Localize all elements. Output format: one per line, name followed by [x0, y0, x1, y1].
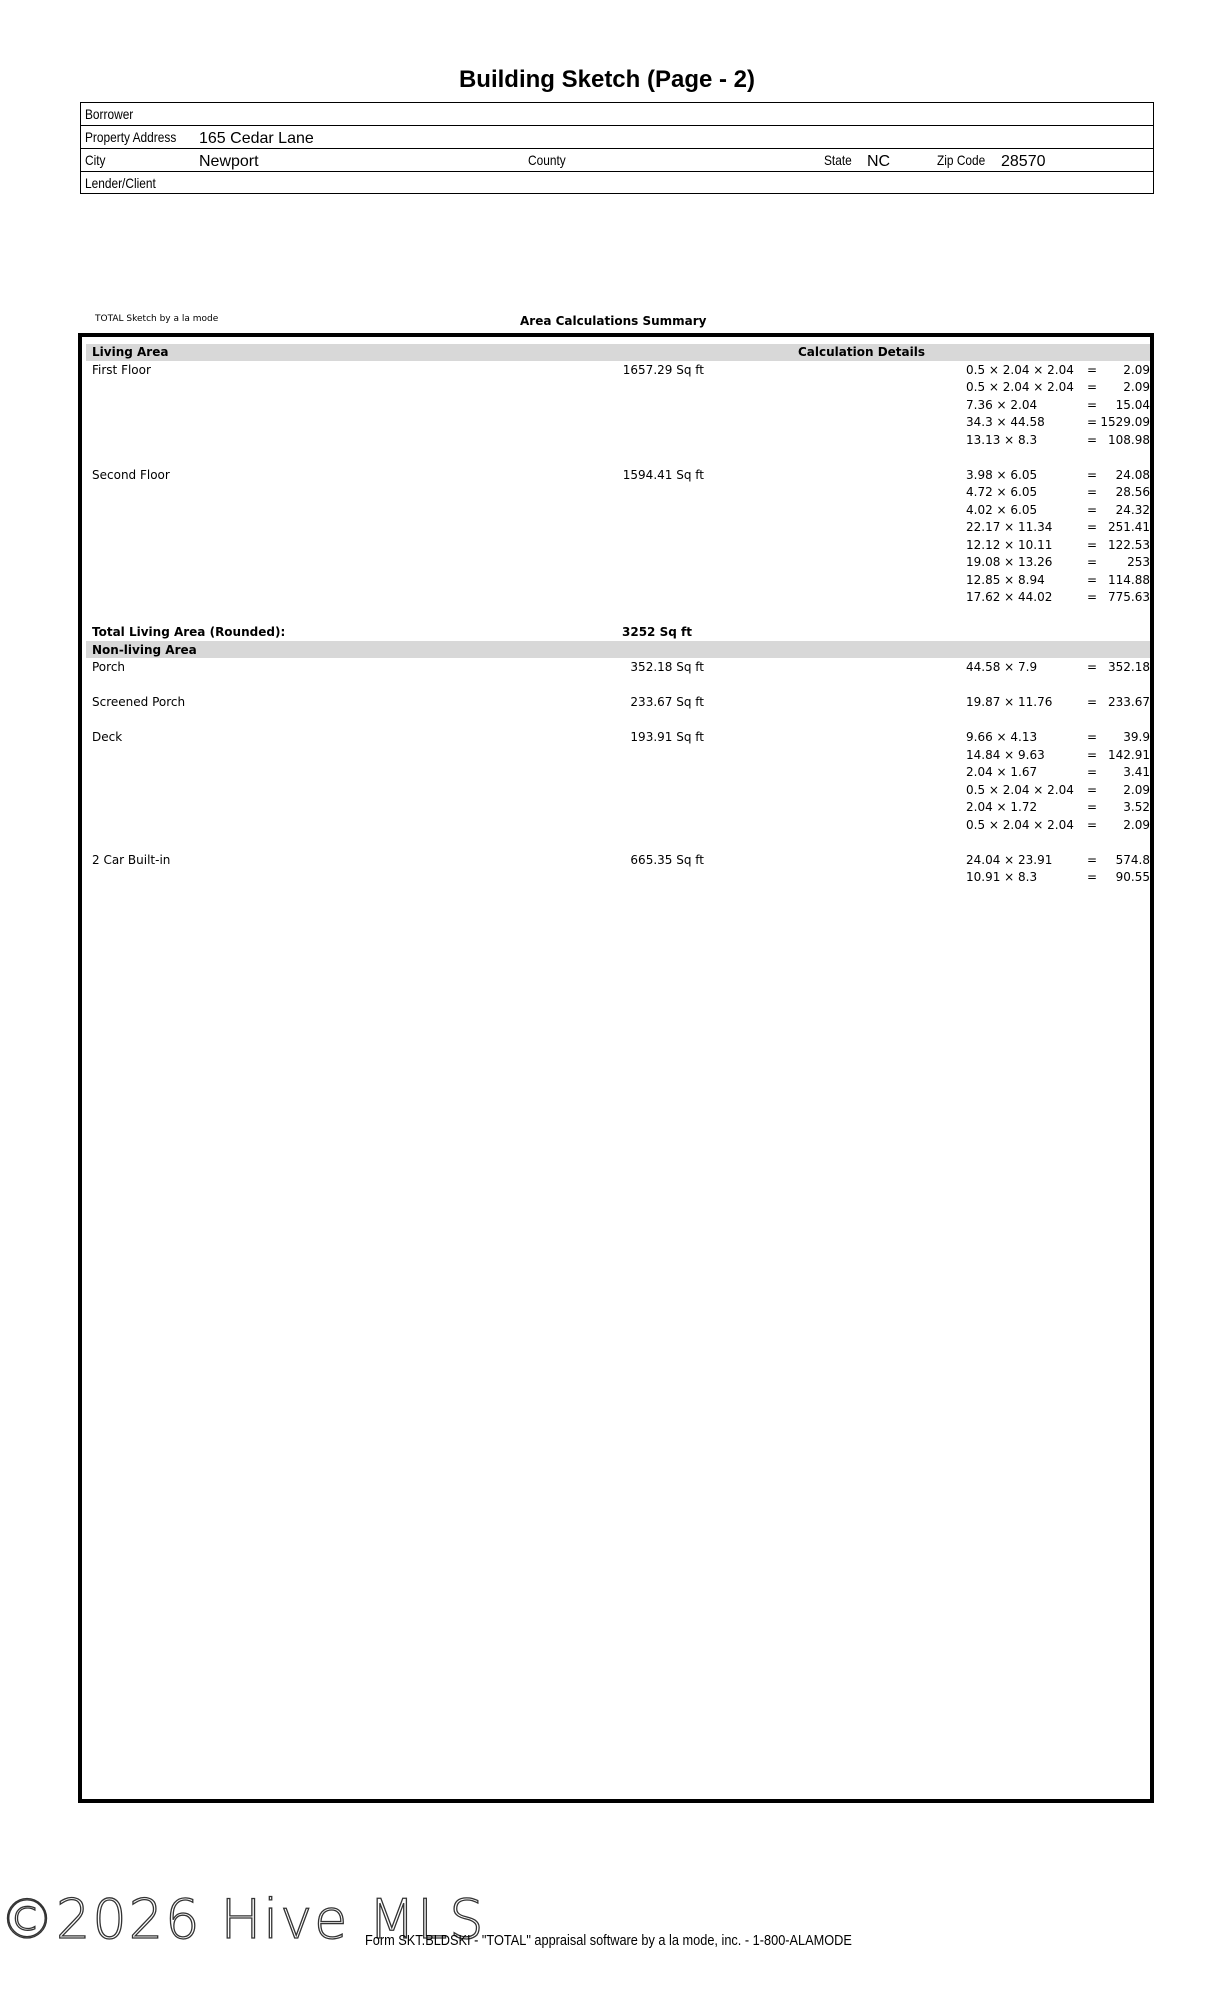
calc-equals: =	[1086, 520, 1098, 534]
form-footer: Form SKT.BLDSKI - "TOTAL" appraisal software by a la mode, inc. - 1-800-ALAMODE	[365, 1932, 852, 1949]
property-address-row	[81, 126, 1153, 149]
calc-result: 90.55	[1115, 870, 1150, 884]
non-living-area-header-band	[86, 641, 1150, 658]
calc-expression: 12.12 × 10.11	[966, 537, 1053, 552]
sketch-credit: TOTAL Sketch by a la mode	[95, 314, 219, 324]
calc-equals: =	[1086, 817, 1098, 832]
non-living-area-header: Non-living Area	[92, 642, 197, 657]
calc-expression: 12.85 × 8.94	[966, 572, 1045, 587]
area-sqft: 233.67 Sq ft	[630, 695, 704, 709]
calc-result: 2.09	[1123, 362, 1150, 377]
calc-equals: =	[1086, 555, 1098, 569]
calc-result: 114.88	[1108, 572, 1150, 587]
calculation-details-header: Calculation Details	[798, 345, 926, 359]
subject-header-table	[80, 102, 1154, 194]
calc-equals: =	[1086, 572, 1098, 587]
calc-expression: 34.3 × 44.58	[966, 415, 1045, 429]
watermark: ©2026 Hive MLS	[0, 1888, 486, 1951]
total-living-area-value: 3252 Sq ft	[622, 625, 692, 639]
calc-equals: =	[1086, 502, 1098, 517]
calc-equals: =	[1086, 747, 1098, 762]
county-label: County	[528, 152, 566, 168]
calc-expression: 3.98 × 6.05	[966, 467, 1038, 482]
calc-result: 142.91	[1108, 747, 1150, 762]
calc-result: 108.98	[1108, 432, 1150, 447]
calc-expression: 19.08 × 13.26	[966, 555, 1053, 569]
borrower-label: Borrower	[85, 106, 134, 122]
calc-result: 574.8	[1115, 852, 1150, 867]
calc-expression: 10.91 × 8.3	[966, 870, 1038, 884]
calc-equals: =	[1086, 537, 1098, 552]
calc-equals: =	[1086, 730, 1098, 744]
lender-label: Lender/Client	[85, 175, 156, 191]
calc-expression: 17.62 × 44.02	[966, 590, 1053, 604]
calc-expression: 2.04 × 1.67	[966, 765, 1038, 779]
calc-equals: =	[1086, 660, 1098, 674]
total-living-area-label: Total Living Area (Rounded):	[92, 625, 286, 639]
area-calculations-box	[78, 333, 1154, 1803]
calc-equals: =	[1086, 415, 1098, 429]
calc-result: 253	[1127, 555, 1150, 569]
calc-result: 233.67	[1108, 695, 1150, 709]
calc-equals: =	[1086, 765, 1098, 779]
calc-result: 2.09	[1123, 380, 1150, 394]
city-value: Newport	[199, 153, 259, 170]
city-label: City	[85, 152, 106, 168]
calc-expression: 14.84 × 9.63	[966, 747, 1045, 762]
calc-expression: 7.36 × 2.04	[966, 397, 1038, 412]
zip-value: 28570	[1001, 153, 1046, 170]
calc-result: 2.09	[1123, 817, 1150, 832]
calc-equals: =	[1086, 695, 1098, 709]
area-name: Porch	[92, 660, 126, 674]
living-area-header: Living Area	[92, 345, 169, 359]
calc-result: 251.41	[1108, 520, 1150, 534]
calc-expression: 13.13 × 8.3	[966, 432, 1038, 447]
calc-equals: =	[1086, 380, 1098, 394]
calc-equals: =	[1086, 467, 1098, 482]
area-name: Deck	[92, 730, 123, 744]
calc-result: 28.56	[1115, 485, 1150, 499]
calc-expression: 24.04 × 23.91	[966, 852, 1053, 867]
zip-label: Zip Code	[937, 152, 986, 168]
property-address-label: Property Address	[85, 129, 177, 145]
calc-result: 3.52	[1123, 800, 1150, 814]
state-value: NC	[867, 153, 891, 170]
calc-expression: 0.5 × 2.04 × 2.04	[966, 362, 1074, 377]
state-label: State	[824, 152, 852, 168]
page-title: Building Sketch (Page - 2)	[458, 66, 756, 93]
calc-equals: =	[1086, 432, 1098, 447]
calc-equals: =	[1086, 362, 1098, 377]
calc-result: 39.9	[1123, 730, 1150, 744]
living-area-header-band	[86, 344, 1150, 361]
calc-equals: =	[1086, 870, 1098, 884]
property-address-value: 165 Cedar Lane	[199, 130, 314, 147]
area-name: Screened Porch	[92, 695, 186, 709]
calc-result: 24.32	[1115, 502, 1150, 517]
calc-equals: =	[1086, 397, 1098, 412]
calc-expression: 0.5 × 2.04 × 2.04	[966, 817, 1074, 832]
calc-expression: 0.5 × 2.04 × 2.04	[966, 380, 1074, 394]
area-sqft: 352.18 Sq ft	[630, 660, 704, 674]
calc-result: 2.09	[1123, 782, 1150, 797]
calc-expression: 22.17 × 11.34	[966, 520, 1053, 534]
calc-expression: 4.72 × 6.05	[966, 485, 1038, 499]
calc-expression: 0.5 × 2.04 × 2.04	[966, 782, 1074, 797]
calc-expression: 2.04 × 1.72	[966, 800, 1038, 814]
calc-result: 1529.09	[1100, 415, 1150, 429]
calc-result: 122.53	[1108, 537, 1150, 552]
calc-equals: =	[1086, 782, 1098, 797]
calc-equals: =	[1086, 590, 1098, 604]
area-summary-title: Area Calculations Summary	[520, 314, 707, 328]
calc-result: 3.41	[1123, 765, 1150, 779]
calc-result: 24.08	[1115, 467, 1150, 482]
calc-equals: =	[1086, 485, 1098, 499]
calc-expression: 44.58 × 7.9	[966, 660, 1038, 674]
area-sqft: 665.35 Sq ft	[630, 852, 704, 867]
area-sqft: 193.91 Sq ft	[630, 730, 704, 744]
lender-row	[81, 172, 1153, 195]
calc-equals: =	[1086, 852, 1098, 867]
area-sqft: 1657.29 Sq ft	[622, 362, 704, 377]
area-name: Second Floor	[92, 467, 170, 482]
city-row	[81, 149, 1153, 172]
calc-result: 15.04	[1115, 397, 1150, 412]
calc-expression: 9.66 × 4.13	[966, 730, 1038, 744]
calc-expression: 4.02 × 6.05	[966, 502, 1038, 517]
calc-expression: 19.87 × 11.76	[966, 695, 1053, 709]
area-sqft: 1594.41 Sq ft	[622, 467, 704, 482]
calc-equals: =	[1086, 800, 1098, 814]
calc-result: 352.18	[1108, 660, 1150, 674]
borrower-row	[81, 103, 1153, 126]
area-name: First Floor	[92, 362, 151, 377]
area-name: 2 Car Built-in	[92, 852, 171, 867]
calc-result: 775.63	[1108, 590, 1150, 604]
